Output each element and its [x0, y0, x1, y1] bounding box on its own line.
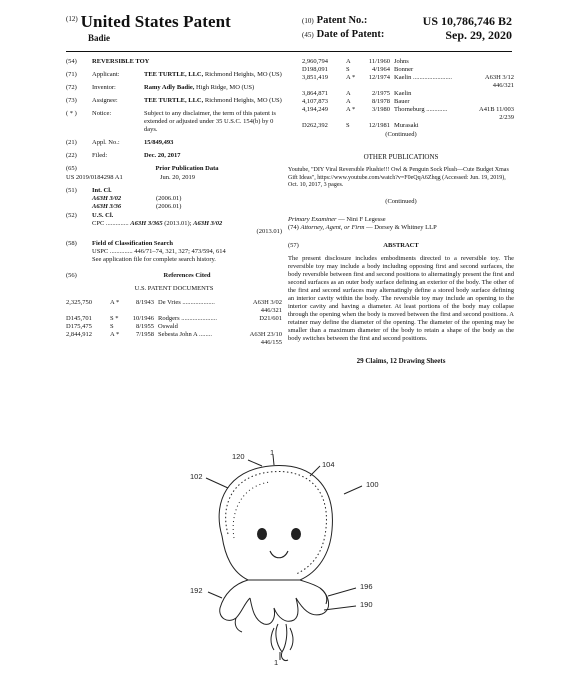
continued-label: (Continued) [385, 131, 417, 138]
prior-publication-title: Prior Publication Data [155, 165, 219, 172]
header-rule [66, 51, 512, 52]
code-10: (10) [302, 17, 314, 25]
reference-row: 2,844,912 A * 7/1958 Sebesta John A ........ A63H 23/10 [66, 331, 282, 338]
patent-date-label: Date of Patent: [316, 29, 385, 40]
field-51: (51) Int. Cl. [66, 187, 112, 194]
reference-row: D145,701 S * 10/1946 Rodgers ...................... D21/601 [66, 315, 282, 322]
inventor-name: Ramy Adly Badie, [144, 84, 195, 91]
classification-search: USPC .............. 446/71–74, 321, 327; 473/594, 614 See application file for complete search history. [92, 248, 226, 263]
continued-label: (Continued) [385, 197, 417, 205]
application-number: 15/849,493 [144, 139, 174, 146]
right-column [288, 58, 514, 365]
field-73: (73) Assignee: TEE TURTLE, LLC, Richmond Heights, MO (US) [66, 97, 282, 104]
ref-label-100: 100 [366, 480, 379, 489]
ref-label-102: 102 [190, 472, 203, 481]
field-72: (72) Inventor: Ramy Adly Badie, High Ridge, MO (US) [66, 84, 255, 91]
field-21: (21) Appl. No.: 15/849,493 [66, 139, 282, 147]
int-cl-row: A63H 3/02 (2006.01) [92, 195, 182, 202]
applicant-name: TEE TURTLE, LLC, [144, 71, 204, 78]
reference-row: 3,851,419 A * 12/1974 Kaelin ........................ A63H 3/12 [302, 74, 514, 81]
reference-row: 4,107,873 A 8/1978 Bauer [302, 98, 410, 105]
reference-row: 3,864,871 A 2/1975 Kaelin [302, 90, 412, 97]
patent-date: Sep. 29, 2020 [445, 28, 512, 42]
attorney-agent: (74) Attorney, Agent, or Firm — Dorsey & Whitney LLP [288, 223, 437, 231]
field-71: (71) Applicant: TEE TURTLE, LLC, Richmond Heights, MO (US) [66, 71, 282, 78]
patent-header-right [302, 14, 512, 42]
int-cl-row: A63H 3/36 (2006.01) [92, 203, 182, 210]
ref-label-1-bottom: 1 [274, 658, 279, 667]
primary-examiner: Primary Examiner — Nini F Legesse [288, 215, 386, 223]
other-publication-entry: Youtube, "DIY Viral Reversible Plushie!!! Owl & Penguin Sock Plush—Cute Budget Xmas Gift Ideas", https://www.youtube.com/watch?v=F0eQqA6Zhqg (Accessed: Jun. 19, 2019), Oct. 10, 2017, 3 pages. [288, 167, 509, 189]
reference-row: 2,325,750 A * 8/1943 De Vries .................... A63H 3/02 [66, 299, 282, 306]
patent-drawing [170, 448, 400, 670]
claims-summary: 29 Claims, 12 Drawing Sheets [356, 356, 446, 365]
field-52: (52) U.S. Cl. [66, 212, 114, 219]
ref-label-104: 104 [322, 460, 335, 469]
field-54: (54) REVERSIBLE TOY [66, 58, 282, 66]
ref-label-120: 120 [232, 452, 245, 461]
field-58: (58) Field of Classification Search [66, 240, 173, 247]
invention-title: REVERSIBLE TOY [92, 58, 150, 65]
prior-publication-row [66, 174, 282, 182]
prior-publication-number: US 2019/0184298 A1 [66, 174, 123, 181]
reference-row: 4,194,249 A * 3/1980 Thorneburg ............. A41B 11/003 [302, 106, 514, 113]
reference-row: 2,960,794 A 11/1960 Johns [302, 58, 409, 65]
patent-date-row [302, 28, 512, 42]
ref-label-196: 196 [360, 582, 373, 591]
us-patent-documents-title: U.S. PATENT DOCUMENTS [134, 285, 214, 292]
notice-text: Subject to any disclaimer, the term of this patent is extended or adjusted under 35 U.S.C. 154(b) by 0 days. [144, 110, 276, 133]
patent-number: US 10,786,746 B2 [422, 14, 512, 28]
reference-row: D262,392 S 12/1981 Murasaki [302, 122, 419, 129]
cpc-classification: CPC .............. A63H 3/365 (2013.01); A63H 3/02 (2013.01) [92, 220, 282, 235]
abstract-text: The present disclosure includes embodiments directed to a reversible toy. The reversible toy may include a body including opposing first and second surfaces, the body reversible between first and second positions to alternatingly present the first and second surfaces as an outer body surface defining an exterior of the body. The other of the first and second surfaces may alternatingly define a stored body surface defining an interior cavity within the body. The reversible toy may include an opening to the interior cavity and having a diameter. At least portions of the body may collapse through the opening when the body is moved between the first and second positions. A retainer may define the diameter of the opening. The diameter of the opening may be smaller than a maximum diameter of the body to retain a shape of the body as the body switches between the first and second positions. [288, 254, 514, 342]
field-56: (56) References Cited [66, 272, 211, 279]
other-publications-title: OTHER PUBLICATIONS [363, 153, 439, 161]
left-column [66, 58, 282, 347]
ref-label-192: 192 [190, 586, 203, 595]
reference-row: D175,475 S 8/1955 Oswald [66, 323, 178, 330]
field-notice: ( * ) Notice: Subject to any disclaimer, the term of this patent is extended or adjusted under 35 U.S.C. 154(b) by 0 days. [66, 110, 282, 134]
ref-label-190: 190 [360, 600, 373, 609]
code-45: (45) [302, 31, 314, 39]
patent-title: United States Patent [80, 12, 231, 31]
field-65: (65) Prior Publication Data [66, 165, 282, 173]
patent-number-label: Patent No.: [316, 15, 368, 26]
prior-publication-date: Jun. 20, 2019 [160, 174, 196, 181]
right-references: 2,960,794 A 11/1960 Johns D198,091 S 4/1964 Bonner 3,851,419 A * 12/1974 Kaelin ........................ A63H 3/12 446/321 3,864,871 A 2/1975 Kaelin 4,107,873 A 8/1978 Bauer 4,194,249 A * 3/1980 Thorneburg ............. A41B 11/003 2/239 D262,392 S 12/1981 Murasaki [302, 58, 514, 129]
patent-header-left [66, 12, 231, 43]
abstract-heading: (57) ABSTRACT [288, 241, 419, 249]
code-12: (12) [66, 15, 78, 23]
assignee-name: TEE TURTLE, LLC, [144, 97, 204, 104]
patent-number-row [302, 14, 512, 28]
left-references: 2,325,750 A * 8/1943 De Vries .................... A63H 3/02 446/321 D145,701 S * 10/1946 Rodgers ...................... D21/601 D175,475 S 8/1955 Oswald 2,844,912 A * 7/1958 Sebesta John A ........ A63H 23/10 446/155 [66, 299, 282, 346]
filed-date: Dec. 20, 2017 [144, 152, 181, 159]
int-cl-list [92, 195, 282, 211]
field-22: (22) Filed: Dec. 20, 2017 [66, 152, 282, 160]
reference-row: D198,091 S 4/1964 Bonner [302, 66, 414, 73]
ref-label-1-top: 1 [270, 448, 275, 457]
inventor-short-name: Badie [88, 33, 111, 43]
